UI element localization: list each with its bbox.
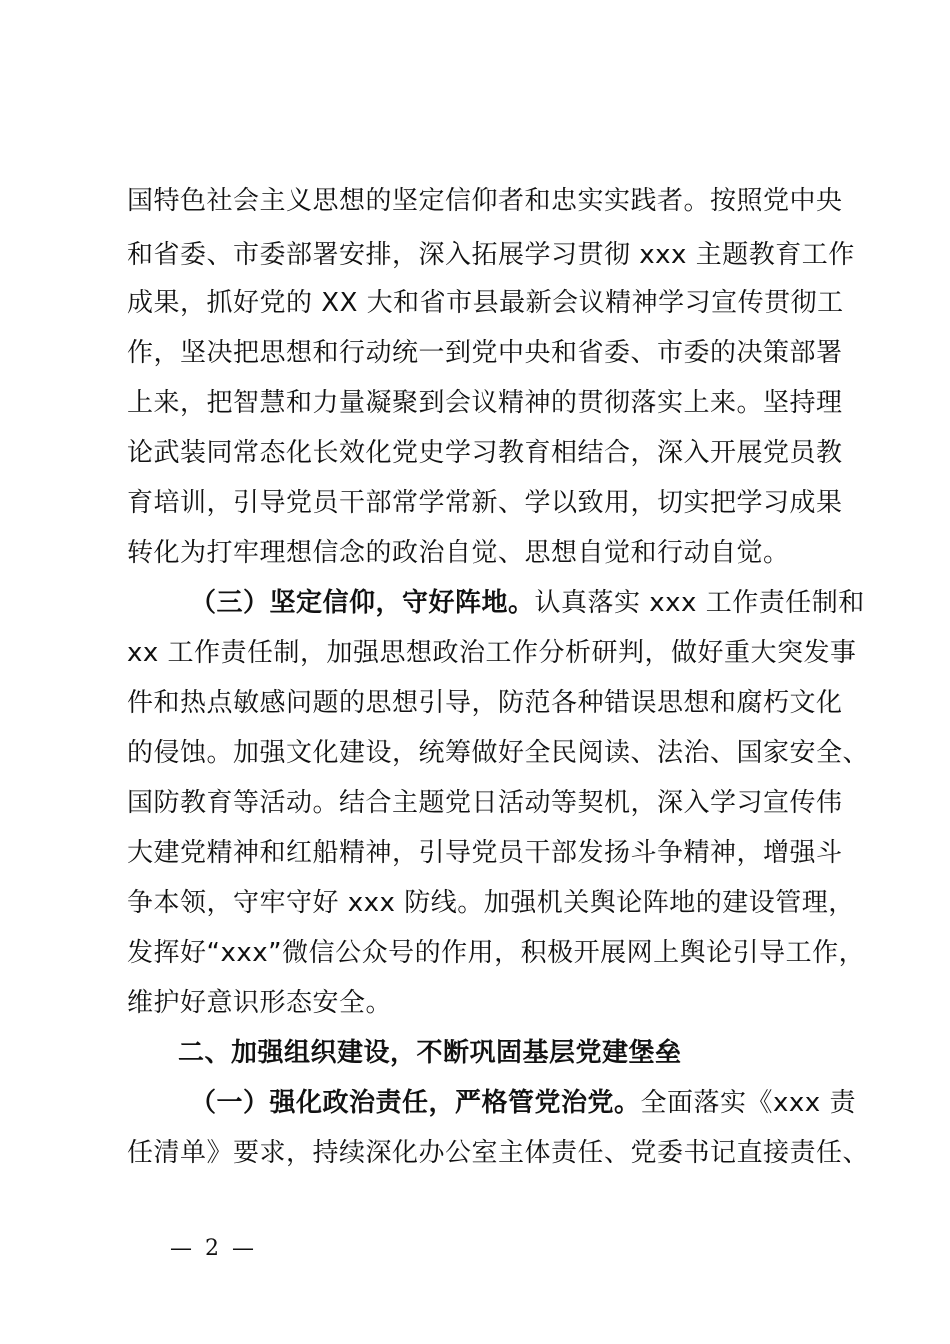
text-line: 大建党精神和红船精神，引导党员干部发扬斗争精神，增强斗 [127, 838, 843, 868]
text-line: 维护好意识形态安全。 [127, 988, 393, 1018]
text-line: 件和热点敏感问题的思想引导，防范各种错误思想和腐朽文化 [127, 688, 843, 718]
section-paragraph-start [190, 586, 865, 620]
subsection-title: （一）强化政治责任，严格管党治党。 [190, 1088, 641, 1118]
text-line: 任清单》要求，持续深化办公室主体责任、党委书记直接责任、 [127, 1138, 870, 1168]
text-line: 育培训，引导党员干部常学常新、学以致用，切实把学习成果 [127, 488, 843, 518]
text-line: 和省委、市委部署安排，深入拓展学习贯彻 xxx 主题教育工作 [127, 240, 855, 270]
text-line: 作，坚决把思想和行动统一到党中央和省委、市委的决策部署 [127, 338, 843, 368]
text-span: 认真落实 xxx 工作责任制和 [534, 588, 865, 618]
text-line: 国特色社会主义思想的坚定信仰者和忠实实践者。按照党中央 [127, 186, 843, 216]
page-number: — 2 — [170, 1236, 257, 1261]
text-line: 发挥好“xxx”微信公众号的作用，积极开展网上舆论引导工作， [127, 938, 866, 968]
text-line: 转化为打牢理想信念的政治自觉、思想自觉和行动自觉。 [127, 538, 790, 568]
text-span: 全面落实《xxx 责 [640, 1088, 856, 1118]
section-paragraph-start [190, 1086, 856, 1120]
subsection-title: （三）坚定信仰，守好阵地。 [190, 588, 535, 618]
text-line: 国防教育等活动。结合主题党日活动等契机，深入学习宣传伟 [127, 788, 843, 818]
section-heading: 二、加强组织建设，不断巩固基层党建堡垒 [178, 1038, 682, 1068]
text-line: 的侵蚀。加强文化建设，统筹做好全民阅读、法治、国家安全、 [127, 738, 870, 768]
text-line: xx 工作责任制，加强思想政治工作分析研判，做好重大突发事 [127, 638, 857, 668]
text-line: 成果，抓好党的 XX 大和省市县最新会议精神学习宣传贯彻工 [127, 288, 844, 318]
text-line: 论武装同常态化长效化党史学习教育相结合，深入开展党员教 [127, 438, 843, 468]
text-line: 上来，把智慧和力量凝聚到会议精神的贯彻落实上来。坚持理 [127, 388, 843, 418]
text-line: 争本领，守牢守好 xxx 防线。加强机关舆论阵地的建设管理， [127, 888, 855, 918]
